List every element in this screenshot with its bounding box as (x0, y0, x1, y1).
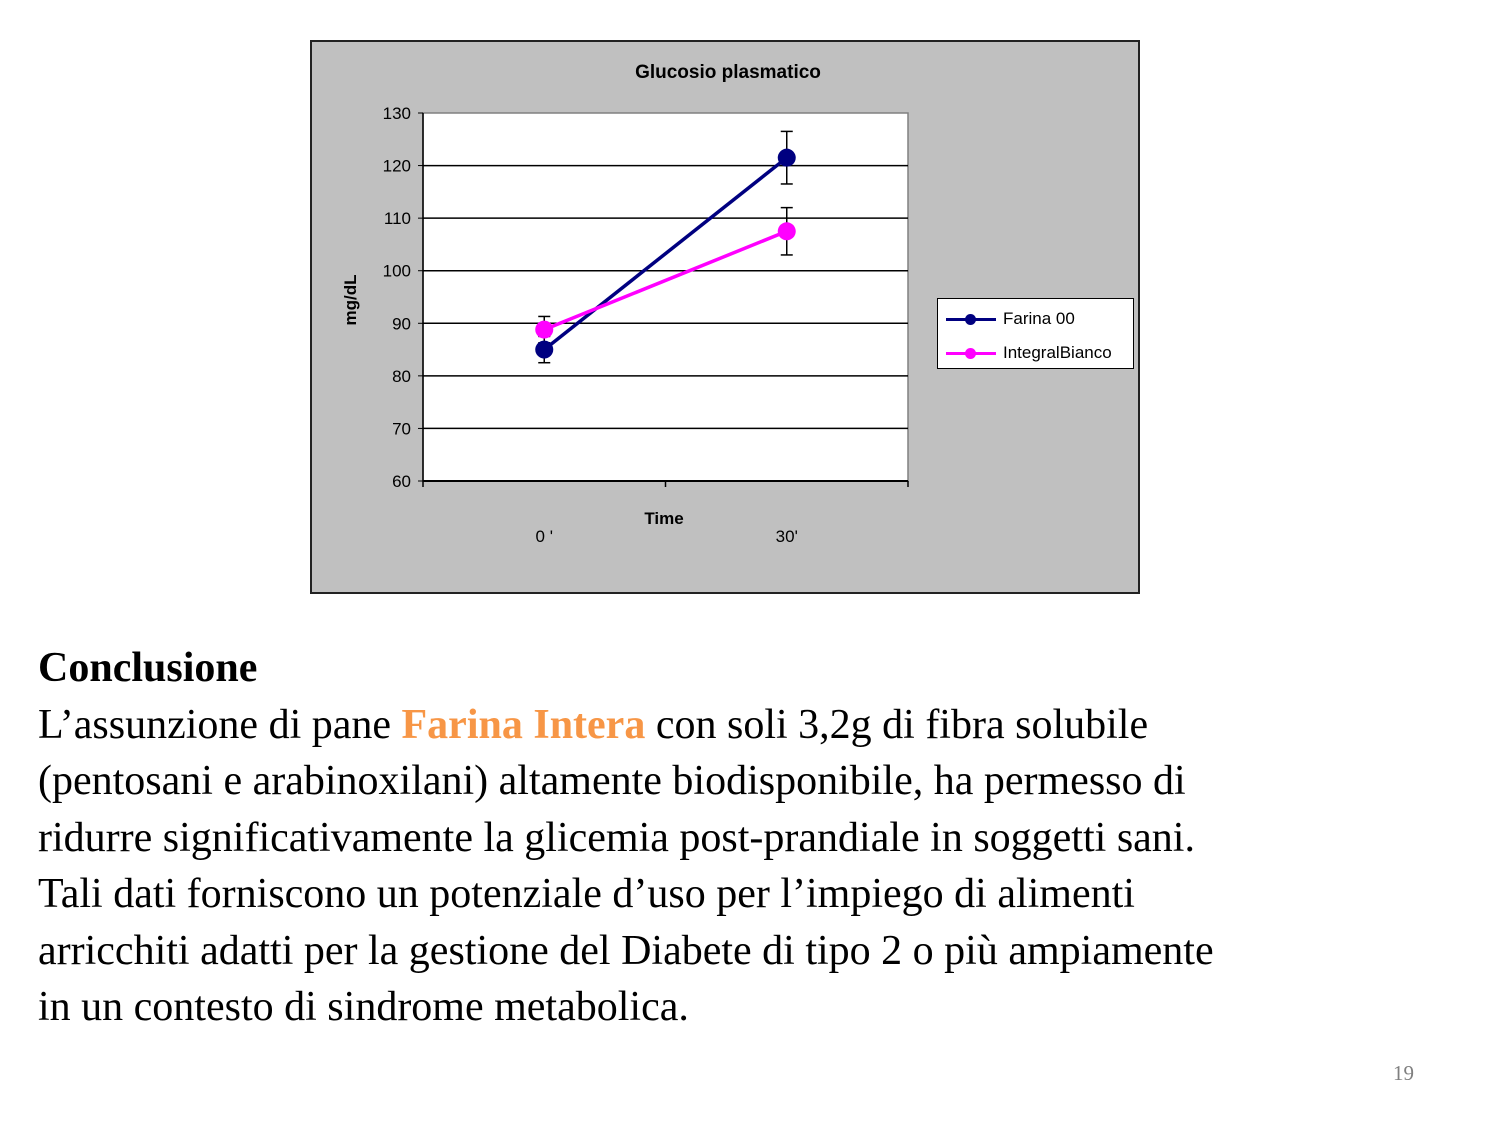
y-tick-label: 60 (392, 472, 411, 491)
data-point (778, 222, 796, 240)
y-tick-label: 80 (392, 366, 411, 386)
text-line-4: Tali dati forniscono un potenziale d’uso per l’impiego di alimenti (38, 871, 1135, 917)
highlight-farina-intera: Farina Intera (401, 701, 646, 748)
plot-area (423, 113, 908, 481)
text-line-1-start: L’assunzione di pane (38, 701, 402, 748)
y-axis-label: mg/dL (341, 274, 360, 326)
conclusion-heading: Conclusione (38, 645, 258, 691)
data-point (535, 321, 553, 339)
y-tick-label: 70 (392, 419, 411, 439)
legend-label-integralbianco: IntegralBianco (1003, 343, 1112, 362)
y-tick-label: 100 (382, 261, 411, 281)
conclusion-text (38, 640, 1478, 1036)
chart-title: Glucosio plasmatico (635, 62, 821, 83)
legend (937, 298, 1134, 369)
y-tick-label: 110 (383, 209, 411, 229)
legend-label-farina-00: Farina 00 (1003, 309, 1075, 328)
text-line-6: in un contesto di sindrome metabolica. (38, 984, 689, 1030)
page-number: 19 (1393, 1061, 1414, 1085)
y-tick-label: 130 (382, 104, 411, 123)
x-tick-label: 0 ' (535, 527, 553, 546)
text-line-2: (pentosani e arabinoxilani) altamente biodisponibile, ha permesso di (38, 758, 1186, 804)
legend-item-integralbianco (946, 341, 1112, 365)
text-line-1 (38, 697, 1478, 754)
legend-swatch-farina-00 (946, 318, 996, 321)
text-line-5: arricchiti adatti per la gestione del Diabete di tipo 2 o più ampiamente (38, 927, 1214, 974)
y-tick-label: 90 (392, 314, 411, 334)
text-line-3: ridurre significativamente la glicemia post-prandiale in soggetti sani. (38, 814, 1195, 861)
y-tick-label: 120 (382, 156, 411, 176)
legend-item-farina-00 (946, 307, 1075, 331)
data-point (535, 341, 553, 359)
x-tick-label: 30' (775, 527, 798, 546)
data-point (778, 149, 796, 167)
x-axis-label: Time (644, 509, 684, 528)
legend-swatch-integralbianco (946, 352, 996, 355)
chart-container (310, 40, 1140, 594)
text-line-1-end: con soli 3,2g di fibra solubile (645, 701, 1149, 748)
